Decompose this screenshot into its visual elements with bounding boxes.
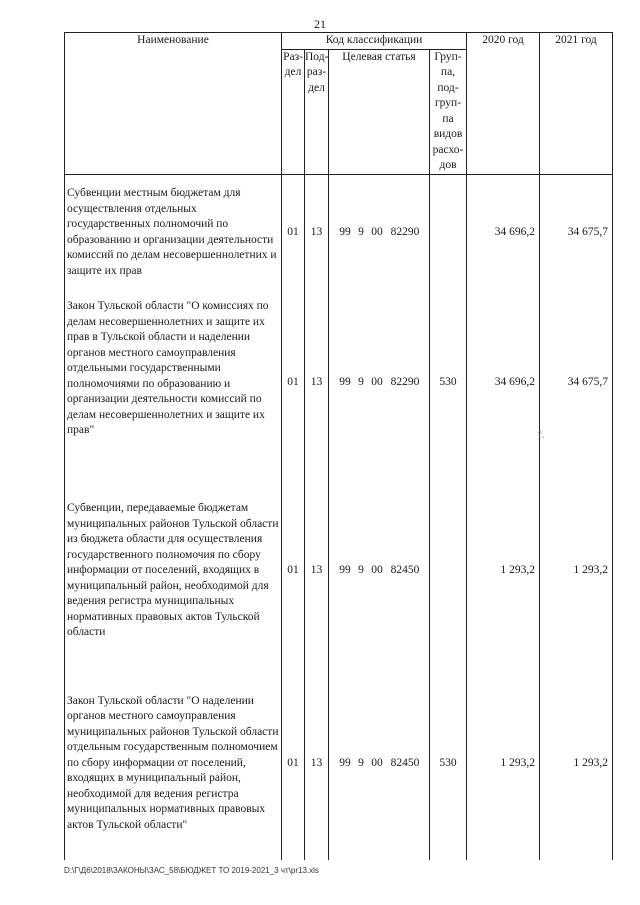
row-expense-group	[430, 475, 467, 667]
ts-subprogram: 9	[358, 376, 364, 389]
row-name: Закон Тульской области "О комиссиях по делам несовершеннолетних и защите их прав в Тульской области и наделении органов местного самоуправления отдельными государственными полномочиями по образованию и организации деятельности комиссий по делам несовершеннолетних и защите их прав"	[65, 291, 282, 475]
row-target-article	[329, 667, 430, 860]
row-amount-2021: 34 675,7	[540, 174, 613, 291]
row-expense-group: 530	[430, 667, 467, 860]
ts-program: 99	[339, 376, 351, 389]
row-section: 01	[282, 475, 305, 667]
ts-subprogram: 9	[358, 564, 364, 577]
row-target-article	[329, 475, 430, 667]
row-name: Закон Тульской области "О наделении органов местного самоуправления муниципальных районов Тульской области отдельным государственным полномочием по сбору информации от поселений, входящих в муниципальный район, необходимой для ведения регистра муниципальных нормативных правовых актов Тульской области"	[65, 667, 282, 860]
row-amount-2021: 1 293,2	[540, 475, 613, 667]
row-amount-2021: 1 293,2	[540, 667, 613, 860]
header-row-top	[65, 33, 613, 50]
footer-file-path: D:\Г\Д6\2018\ЗАКОНЫ\ЗАС_58\БЮДЖЕТ ТО 2019-2021_3 чт\pr13.xls	[64, 866, 319, 875]
ts-direction: 82290	[390, 376, 420, 389]
ts-event: 00	[371, 756, 383, 769]
row-amount-2020: 1 293,2	[467, 475, 540, 667]
row-amount-2020: 34 696,2	[467, 291, 540, 475]
row-amount-2021: 34 675,7	[540, 291, 613, 475]
ts-event: 00	[371, 564, 383, 577]
header-expense-group: Груп- па, под- груп- па видов расхо- дов	[430, 49, 467, 174]
page-number: 21	[314, 17, 326, 31]
ts-program: 99	[339, 564, 351, 577]
table-row	[65, 667, 613, 860]
budget-table	[64, 32, 613, 860]
row-target-article	[329, 291, 430, 475]
row-subsection: 13	[305, 667, 329, 860]
row-subsection: 13	[305, 174, 329, 291]
row-subsection: 13	[305, 475, 329, 667]
row-name: Субвенции местным бюджетам для осуществления отдельных государственных полномочий по образованию и организации деятельности комиссий по делам несовершеннолетних и защите их прав	[65, 174, 282, 291]
ts-subprogram: 9	[358, 226, 364, 238]
ts-subprogram: 9	[358, 756, 364, 769]
table-row	[65, 174, 613, 291]
row-amount-2020: 1 293,2	[467, 667, 540, 860]
row-section: 01	[282, 667, 305, 860]
ts-program: 99	[339, 226, 351, 238]
ts-event: 00	[371, 376, 383, 389]
header-year-2021: 2021 год	[540, 33, 613, 175]
table-row	[65, 291, 613, 475]
row-amount-2020: 34 696,2	[467, 174, 540, 291]
ts-event: 00	[371, 226, 383, 238]
header-section: Раз- дел	[282, 49, 305, 174]
row-expense-group: 530	[430, 291, 467, 475]
ts-direction: 82290	[390, 226, 420, 238]
table-row	[65, 475, 613, 667]
row-section: 01	[282, 174, 305, 291]
row-target-article	[329, 174, 430, 291]
header-target-article: Целевая статья	[329, 49, 430, 174]
row-expense-group	[430, 174, 467, 291]
ts-program: 99	[339, 756, 351, 769]
header-classification: Код классификации	[282, 33, 467, 50]
scan-speck: °.	[538, 430, 545, 441]
header-subsection: Под- раз- дел	[305, 49, 329, 174]
ts-direction: 82450	[390, 564, 420, 577]
row-section: 01	[282, 291, 305, 475]
row-name: Субвенции, передаваемые бюджетам муниципальных районов Тульской области из бюджета области для осуществления государственного полномочия по сбору информации от поселений, входящих в муниципальный район, необходимой для ведения регистра муниципальных нормативных правовых актов Тульской области	[65, 475, 282, 667]
ts-direction: 82450	[390, 756, 420, 769]
row-subsection: 13	[305, 291, 329, 475]
header-name: Наименование	[65, 33, 282, 175]
header-year-2020: 2020 год	[467, 33, 540, 175]
